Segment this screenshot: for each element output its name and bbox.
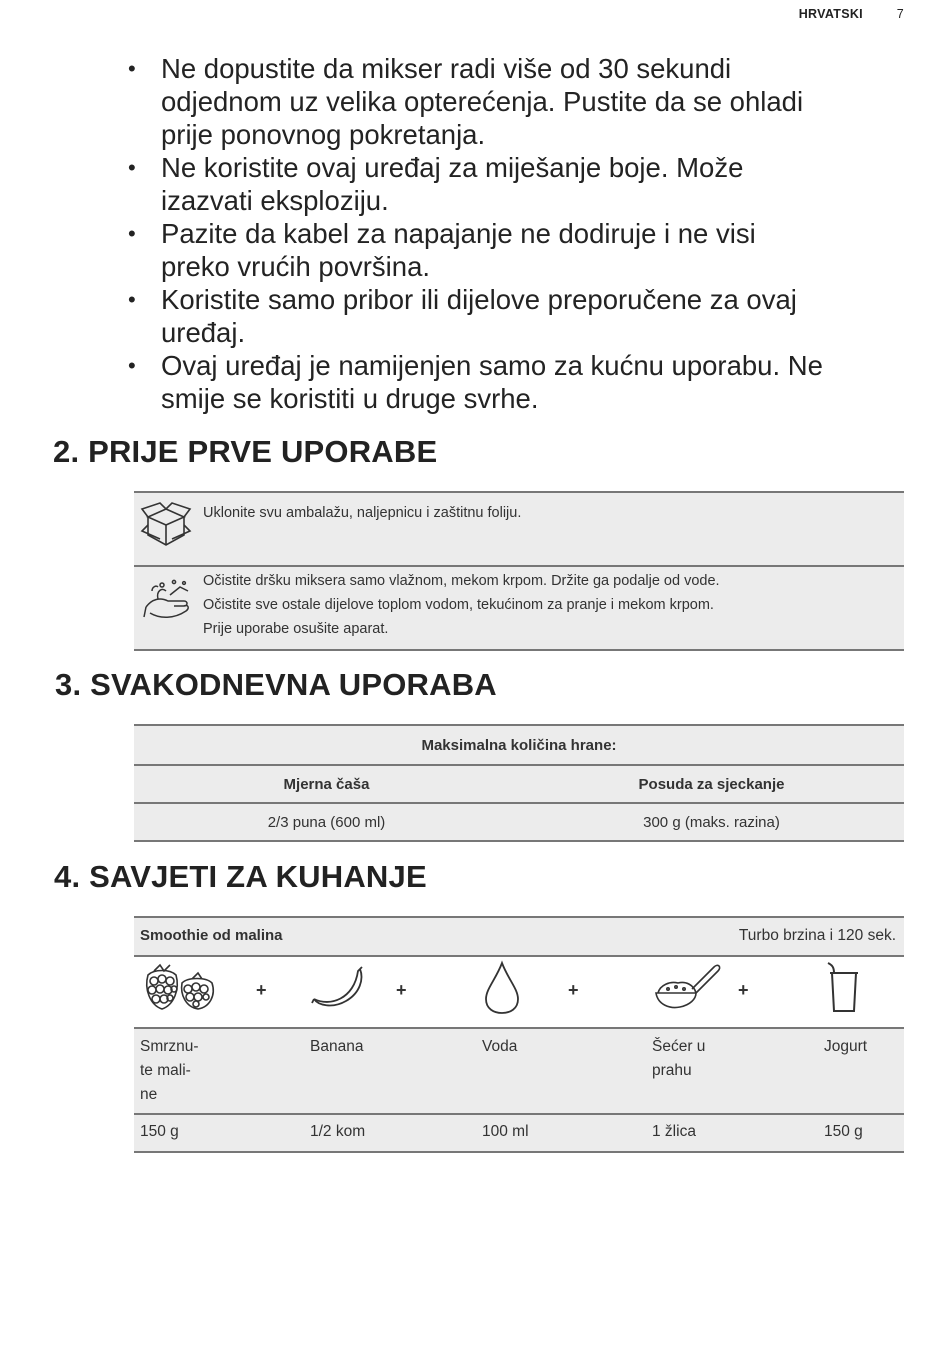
info-row-unpack	[134, 491, 904, 567]
bullet-line: izazvati eksploziju.	[161, 185, 389, 216]
name-line: te mali-	[140, 1062, 191, 1079]
recipe-speed: Turbo brzina i 120 sek.	[738, 927, 896, 944]
section-heading-before-first-use: 2. PRIJE PRVE UPORABE	[53, 434, 438, 469]
ingredient-quantity: 1/2 kom	[310, 1123, 366, 1140]
box-unpack-icon	[140, 501, 192, 554]
bullet-line: odjednom uz velika opterećenja. Pustite da se ohladi	[161, 86, 804, 117]
info-line: Prije uporabe osušite aparat.	[203, 621, 389, 637]
table-cell: 300 g (maks. razina)	[519, 803, 904, 841]
table-row	[134, 803, 904, 841]
info-line: Uklonite svu ambalažu, naljepnicu i zaštitnu foliju.	[203, 505, 522, 521]
bullet-line: uređaj.	[161, 317, 246, 348]
info-text	[203, 501, 898, 525]
info-text	[203, 569, 898, 641]
recipe-title: Smoothie od malina	[140, 927, 283, 944]
ingredient-name	[652, 1035, 705, 1083]
plus-sign: +	[738, 980, 749, 1000]
bullet-line: Pazite da kabel za napajanje ne dodiruje i ne visi	[161, 218, 756, 249]
table-header-row	[134, 765, 904, 803]
plus-sign: +	[256, 980, 267, 1000]
ingredient-quantity: 150 g	[824, 1123, 863, 1140]
bullet-item	[128, 283, 918, 349]
table-title-row	[134, 725, 904, 765]
info-line: Očistite sve ostale dijelove toplom vodom, tekućinom za pranje i mekom krpom.	[203, 597, 714, 613]
bullet-item	[128, 349, 918, 415]
ingredient-name: Banana	[310, 1038, 364, 1055]
bullet-line: smije se koristiti u druge svrhe.	[161, 383, 539, 414]
banana-icon	[310, 959, 370, 1027]
table-rule	[134, 841, 904, 842]
name-line: prahu	[652, 1062, 692, 1079]
section-heading-daily-use: 3. SVAKODNEVNA UPORABA	[55, 667, 497, 702]
language-label: HRVATSKI	[798, 7, 863, 21]
ingredient-name: Voda	[482, 1038, 518, 1055]
bullet-line: prije ponovnog pokretanja.	[161, 119, 486, 150]
bullet-item	[128, 52, 918, 151]
ingredient-quantity: 1 žlica	[652, 1123, 696, 1140]
first-use-info-box	[134, 491, 904, 651]
safety-bullet-list	[128, 52, 918, 415]
page-number: 7	[896, 7, 904, 21]
page-header	[799, 7, 904, 21]
name-line: Smrznu-	[140, 1038, 199, 1055]
raspberries-icon	[140, 959, 220, 1027]
info-row-cleaning	[134, 565, 904, 651]
bullet-line: Koristite samo pribor ili dijelove preporučene za ovaj	[161, 284, 797, 315]
ingredient-name	[140, 1035, 199, 1107]
info-box-bottom-rule	[134, 649, 904, 651]
recipe-title-row	[134, 918, 904, 955]
hand-wash-icon	[140, 577, 196, 628]
table-bottom-rule	[134, 841, 904, 842]
bullet-dot: •	[128, 56, 136, 81]
bullet-dot: •	[128, 155, 136, 180]
bullet-dot: •	[128, 287, 136, 312]
ingredient-quantity-row	[134, 1115, 904, 1151]
column-header: Mjerna čaša	[134, 765, 519, 803]
table-cell: 2/3 puna (600 ml)	[134, 803, 519, 841]
name-line: ne	[140, 1086, 158, 1103]
plus-sign: +	[396, 980, 407, 1000]
water-drop-icon	[482, 959, 522, 1027]
info-line: Očistite dršku miksera samo vlažnom, mekom krpom. Držite ga podalje od vode.	[203, 573, 720, 589]
bullet-dot: •	[128, 353, 136, 378]
yogurt-cup-icon	[824, 959, 864, 1027]
ingredient-name-row	[134, 1029, 904, 1113]
sugar-spoon-icon	[652, 959, 722, 1027]
bullet-item	[128, 151, 918, 217]
bullet-line: Ovaj uređaj je namijenjen samo za kućnu uporabu. Ne	[161, 350, 823, 381]
rule	[134, 1151, 904, 1153]
bullet-line: Ne koristite ovaj uređaj za miješanje boje. Može	[161, 152, 744, 183]
column-header: Posuda za sjeckanje	[519, 765, 904, 803]
max-food-table	[134, 724, 904, 842]
table-title: Maksimalna količina hrane:	[134, 725, 904, 765]
name-line: Šećer u	[652, 1038, 706, 1055]
ingredient-quantity: 100 ml	[482, 1123, 529, 1140]
bullet-line: preko vrućih površina.	[161, 251, 431, 282]
rule	[134, 955, 904, 957]
plus-sign: +	[568, 980, 579, 1000]
ingredient-name: Jogurt	[824, 1038, 868, 1055]
ingredient-quantity: 150 g	[140, 1123, 179, 1140]
bullet-line: Ne dopustite da mikser radi više od 30 sekundi	[161, 53, 732, 84]
bullet-item	[128, 217, 918, 283]
section-heading-cooking-tips: 4. SAVJETI ZA KUHANJE	[54, 859, 427, 894]
bullet-dot: •	[128, 221, 136, 246]
